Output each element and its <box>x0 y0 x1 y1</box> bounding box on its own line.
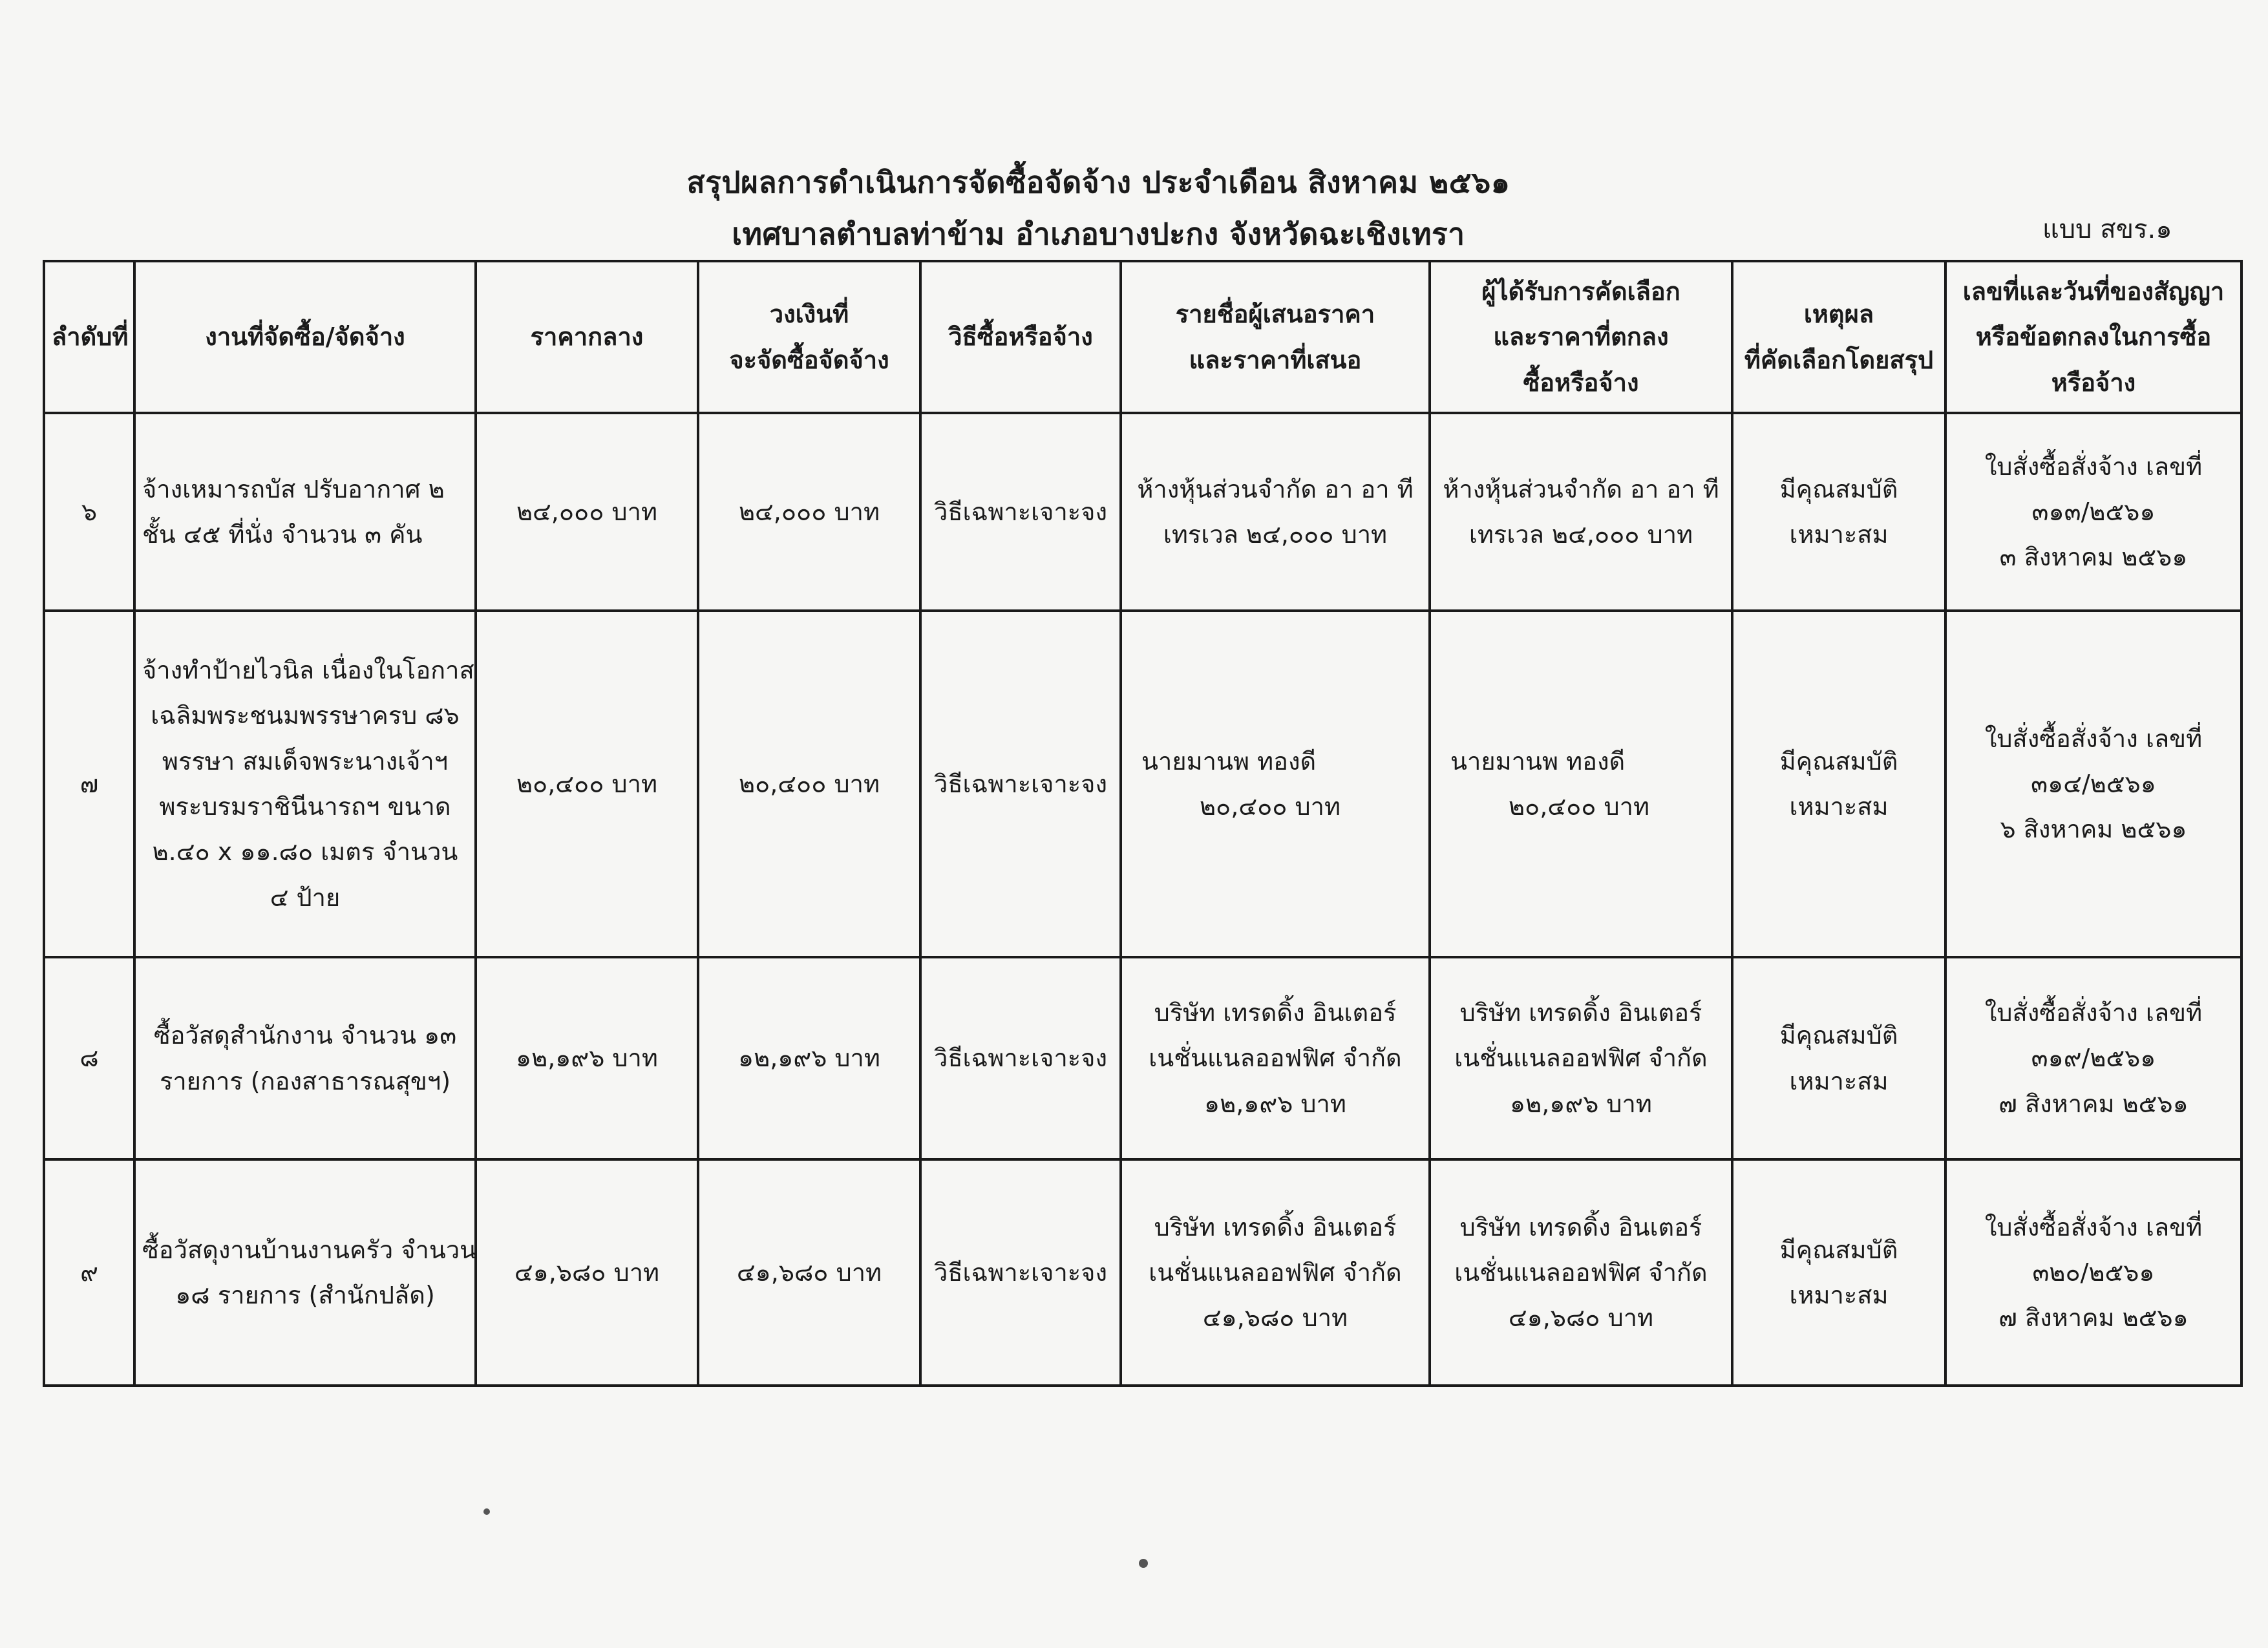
cell-selected: บริษัท เทรดดิ้ง อินเตอร์ เนชั่นแนลออฟฟิศ จำกัด ๔๑,๖๘๐ บาท <box>1430 1159 1732 1386</box>
cell-method: วิธีเฉพาะเจาะจง <box>920 611 1121 957</box>
cell-selected: ห้างหุ้นส่วนจำกัด อา อา ที เทรเวล ๒๔,๐๐๐ บาท <box>1430 413 1732 611</box>
cell-no: ๙ <box>44 1159 134 1386</box>
cell-method: วิธีเฉพาะเจาะจง <box>920 1159 1121 1386</box>
table-header-row <box>44 261 2242 413</box>
header-item: งานที่จัดซื้อ/จัดจ้าง <box>134 261 476 413</box>
header-contract: เลขที่และวันที่ของสัญญา หรือข้อตกลงในการซื้อ หรือจ้าง <box>1945 261 2242 413</box>
cell-median-price: ๒๐,๔๐๐ บาท <box>476 611 698 957</box>
cell-selected: บริษัท เทรดดิ้ง อินเตอร์ เนชั่นแนลออฟฟิศ จำกัด ๑๒,๑๙๖ บาท <box>1430 957 1732 1159</box>
cell-item: จ้างเหมารถบัส ปรับอากาศ ๒ ชั้น ๔๕ ที่นั่ง จำนวน ๓ คัน <box>134 413 476 611</box>
cell-reason: มีคุณสมบัติ เหมาะสม <box>1732 611 1945 957</box>
cell-budget: ๔๑,๖๘๐ บาท <box>698 1159 920 1386</box>
cell-median-price: ๑๒,๑๙๖ บาท <box>476 957 698 1159</box>
header-method: วิธีซื้อหรือจ้าง <box>920 261 1121 413</box>
cell-bidders: นายมานพ ทองดี ๒๐,๔๐๐ บาท <box>1121 611 1430 957</box>
cell-reason: มีคุณสมบัติ เหมาะสม <box>1732 413 1945 611</box>
header-selected: ผู้ได้รับการคัดเลือก และราคาที่ตกลง ซื้อหรือจ้าง <box>1430 261 1732 413</box>
cell-bidders: บริษัท เทรดดิ้ง อินเตอร์ เนชั่นแนลออฟฟิศ จำกัด ๑๒,๑๙๖ บาท <box>1121 957 1430 1159</box>
cell-no: ๘ <box>44 957 134 1159</box>
header-bidders: รายชื่อผู้เสนอราคา และราคาที่เสนอ <box>1121 261 1430 413</box>
cell-item: จ้างทำป้ายไวนิล เนื่องในโอกาส เฉลิมพระชนมพรรษาครบ ๘๖ พรรษา สมเด็จพระนางเจ้าฯ พระบรมราชินีนารถฯ ขนาด ๒.๔๐ x ๑๑.๘๐ เมตร จำนวน ๔ ป้าย <box>134 611 476 957</box>
header-reason: เหตุผล ที่คัดเลือกโดยสรุป <box>1732 261 1945 413</box>
table-row <box>44 957 2242 1159</box>
procurement-table <box>43 260 2243 1387</box>
cell-median-price: ๔๑,๖๘๐ บาท <box>476 1159 698 1386</box>
table-row <box>44 1159 2242 1386</box>
cell-contract: ใบสั่งซื้อสั่งจ้าง เลขที่ ๓๒๐/๒๕๖๑ ๗ สิงหาคม ๒๕๖๑ <box>1945 1159 2242 1386</box>
cell-bidders: ห้างหุ้นส่วนจำกัด อา อา ที เทรเวล ๒๔,๐๐๐ บาท <box>1121 413 1430 611</box>
cell-budget: ๑๒,๑๙๖ บาท <box>698 957 920 1159</box>
header-no: ลำดับที่ <box>44 261 134 413</box>
document-title: สรุปผลการดำเนินการจัดซื้อจัดจ้าง ประจำเดือน สิงหาคม ๒๕๖๑ <box>686 165 1510 200</box>
cell-median-price: ๒๔,๐๐๐ บาท <box>476 413 698 611</box>
scan-speck <box>483 1508 490 1515</box>
document-subtitle: เทศบาลตำบลท่าข้าม อำเภอบางปะกง จังหวัดฉะเชิงเทรา <box>732 217 1465 251</box>
header-budget: วงเงินที่ จะจัดซื้อจัดจ้าง <box>698 261 920 413</box>
table-row <box>44 611 2242 957</box>
cell-budget: ๒๐,๔๐๐ บาท <box>698 611 920 957</box>
cell-item: ซื้อวัสดุสำนักงาน จำนวน ๑๓ รายการ (กองสาธารณสุขฯ) <box>134 957 476 1159</box>
form-code: แบบ สขร.๑ <box>2042 215 2172 244</box>
cell-selected: นายมานพ ทองดี ๒๐,๔๐๐ บาท <box>1430 611 1732 957</box>
cell-contract: ใบสั่งซื้อสั่งจ้าง เลขที่ ๓๑๓/๒๕๖๑ ๓ สิงหาคม ๒๕๖๑ <box>1945 413 2242 611</box>
cell-reason: มีคุณสมบัติ เหมาะสม <box>1732 957 1945 1159</box>
scan-speck <box>1139 1559 1148 1568</box>
cell-no: ๗ <box>44 611 134 957</box>
cell-method: วิธีเฉพาะเจาะจง <box>920 957 1121 1159</box>
cell-contract: ใบสั่งซื้อสั่งจ้าง เลขที่ ๓๑๔/๒๕๖๑ ๖ สิงหาคม ๒๕๖๑ <box>1945 611 2242 957</box>
cell-bidders: บริษัท เทรดดิ้ง อินเตอร์ เนชั่นแนลออฟฟิศ จำกัด ๔๑,๖๘๐ บาท <box>1121 1159 1430 1386</box>
cell-contract: ใบสั่งซื้อสั่งจ้าง เลขที่ ๓๑๙/๒๕๖๑ ๗ สิงหาคม ๒๕๖๑ <box>1945 957 2242 1159</box>
cell-budget: ๒๔,๐๐๐ บาท <box>698 413 920 611</box>
table-row <box>44 413 2242 611</box>
cell-no: ๖ <box>44 413 134 611</box>
cell-reason: มีคุณสมบัติ เหมาะสม <box>1732 1159 1945 1386</box>
header-median-price: ราคากลาง <box>476 261 698 413</box>
cell-method: วิธีเฉพาะเจาะจง <box>920 413 1121 611</box>
cell-item: ซื้อวัสดุงานบ้านงานครัว จำนวน ๑๘ รายการ (สำนักปลัด) <box>134 1159 476 1386</box>
